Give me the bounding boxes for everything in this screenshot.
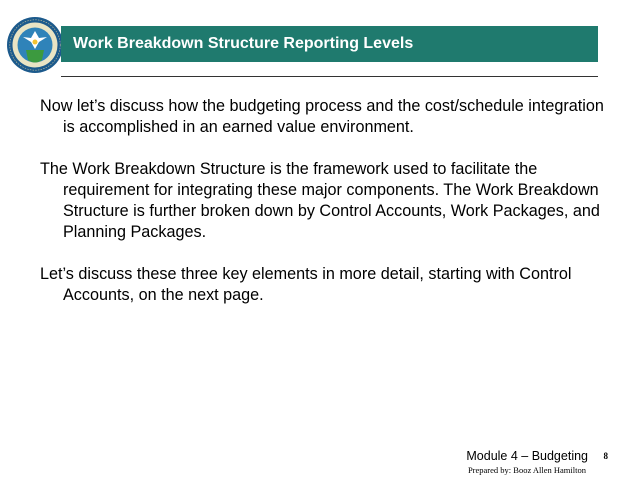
paragraph-intro: Now let’s discuss how the budgeting process and the cost/schedule integration is accomplished in an earned value environment. bbox=[40, 97, 604, 136]
slide-title: Work Breakdown Structure Reporting Levels bbox=[73, 35, 414, 52]
header-divider bbox=[61, 76, 598, 77]
paragraph-next-steps: Let’s discuss these three key elements in more detail, starting with Control Accounts, on the next page. bbox=[40, 265, 572, 304]
paragraph-wbs: The Work Breakdown Structure is the framework used to facilitate the requirement for integrating these major components. The Work Breakdown Structure is further broken down by Control Accounts, Work Packages, and Planning Packages. bbox=[40, 160, 600, 241]
footer-module-label: Module 4 – Budgeting bbox=[466, 449, 588, 463]
slide-body bbox=[40, 96, 610, 327]
footer-prepared-by: Prepared by: Booz Allen Hamilton bbox=[467, 465, 586, 475]
doe-seal-logo bbox=[6, 16, 64, 74]
page-number: 8 bbox=[603, 451, 608, 461]
title-bar bbox=[61, 26, 598, 62]
